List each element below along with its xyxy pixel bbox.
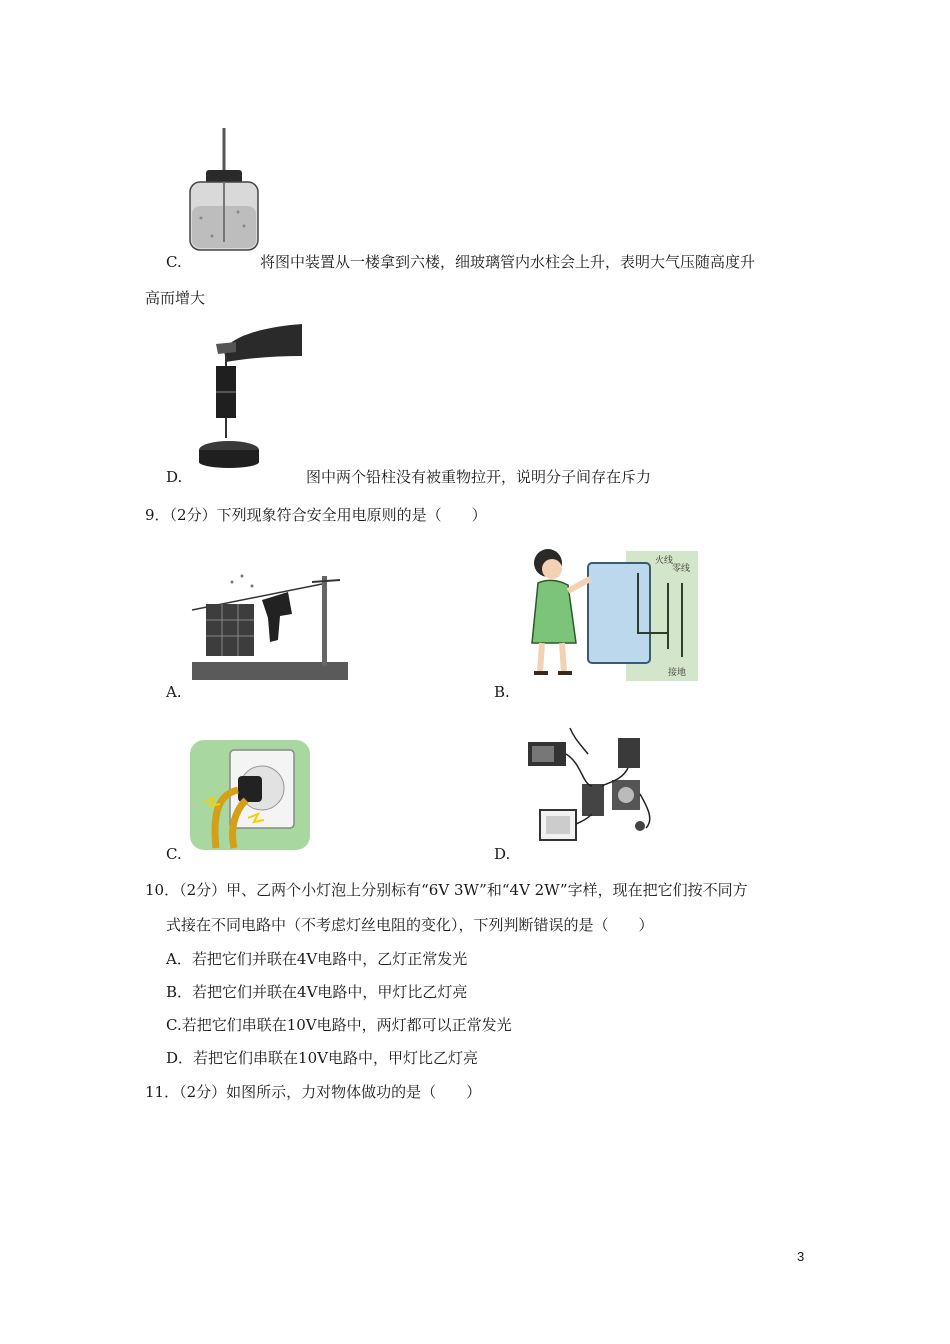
q10-option-d: D．若把它们串联在10V电路中，甲灯比乙灯亮 [166, 1049, 478, 1067]
live-wire-label: 火线 [655, 556, 674, 566]
neutral-wire-label: 零线 [672, 564, 691, 574]
overloaded-outlet-figure [522, 724, 664, 846]
question-10-stem-cont: 式接在不同电路中（不考虑灯丝电阻的变化），下列判断错误的是（ ） [166, 916, 654, 934]
lead-cylinders-figure [196, 322, 304, 468]
jar-barometer-figure [186, 126, 260, 252]
q9-option-d-label: D. [494, 845, 511, 863]
clothes-on-power-line-figure [192, 570, 352, 682]
q10-option-c: C.若把它们串联在10V电路中，两灯都可以正常发光 [166, 1016, 512, 1034]
ground-wire-label: 接地 [668, 668, 687, 678]
q8-option-c-label: C. [166, 253, 182, 271]
grounded-appliance-figure [518, 543, 698, 685]
q8-option-c-text-cont: 高而增大 [145, 289, 206, 307]
q9-option-b-label: B. [494, 683, 510, 701]
question-9-stem: 9．（2分）下列现象符合安全用电原则的是（ ） [145, 506, 487, 524]
q10-option-a: A．若把它们并联在4V电路中，乙灯正常发光 [166, 950, 468, 968]
q9-option-c-label: C. [166, 845, 182, 863]
q10-option-b: B．若把它们并联在4V电路中，甲灯比乙灯亮 [166, 983, 468, 1001]
q8-option-d-label: D. [166, 468, 183, 486]
question-11-stem: 11．（2分）如图所示，力对物体做功的是（ ） [145, 1083, 482, 1101]
page-number: 3 [797, 1249, 805, 1264]
q9-option-a-label: A. [166, 683, 182, 701]
q8-option-c-text: 将图中装置从一楼拿到六楼，细玻璃管内水柱会上升，表明大气压随高度升 [260, 253, 756, 271]
q8-option-d-text: 图中两个铅柱没有被重物拉开，说明分子间存在斥力 [306, 468, 652, 486]
question-10-stem: 10．（2分）甲、乙两个小灯泡上分别标有“6V 3W”和“4V 2W”字样，现在把它们按不同方 [145, 881, 748, 899]
damaged-plug-socket-figure [190, 740, 310, 852]
